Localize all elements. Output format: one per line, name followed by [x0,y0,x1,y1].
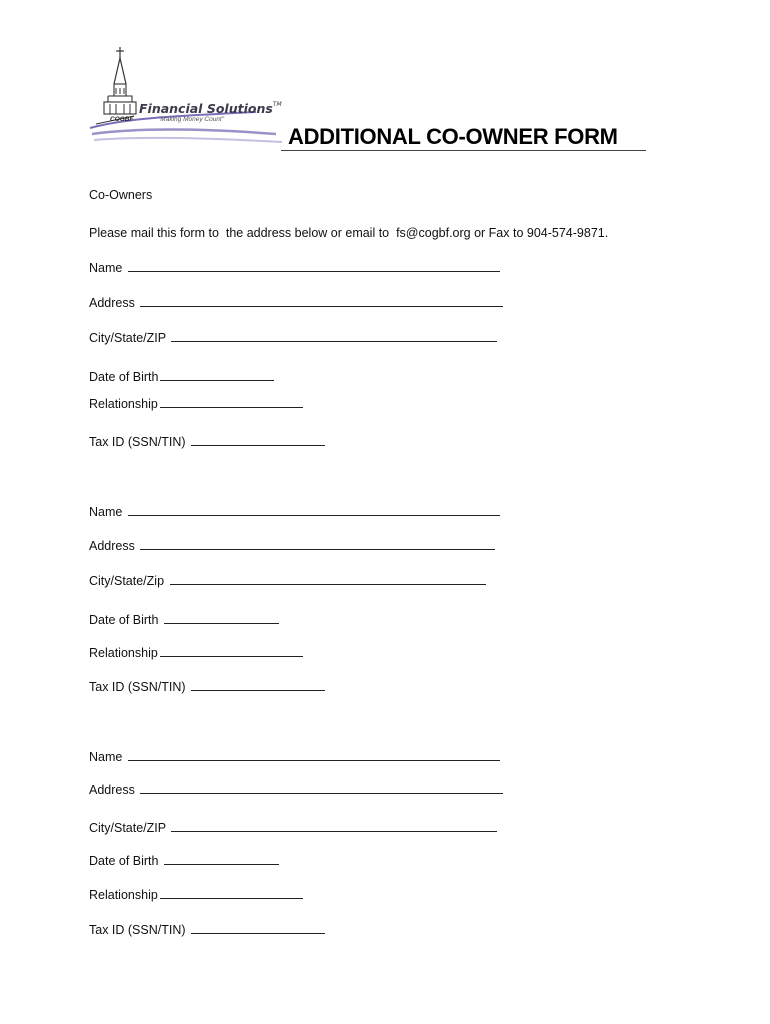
relationship-label: Relationship [89,646,158,660]
logo-brand: Financial Solutions™ [139,101,282,116]
relationship-label: Relationship [89,888,158,902]
tax-id-input-line[interactable] [191,679,325,691]
co-owner-3-name [89,749,500,764]
relationship-input-line[interactable] [160,396,303,408]
relationship-input-line[interactable] [160,645,303,657]
co-owner-2-relationship [89,645,303,660]
name-input-line[interactable] [128,749,500,761]
city-state-zip-input-line[interactable] [170,573,486,585]
co-owner-3-tax-id [89,922,325,937]
name-label: Name [89,505,123,519]
city-state-zip-label: City/State/Zip [89,574,165,588]
name-input-line[interactable] [128,260,500,272]
co-owner-1-name [89,260,500,275]
co-owner-2-tax-id [89,679,325,694]
relationship-label: Relationship [89,397,158,411]
co-owner-2-name [89,504,500,519]
co-owner-2-dob [89,612,279,627]
co-owner-3-dob [89,853,279,868]
name-label: Name [89,261,123,275]
church-logo-icon [86,44,286,154]
address-label: Address [89,296,135,310]
city-state-zip-label: City/State/ZIP [89,331,166,345]
dob-label: Date of Birth [89,370,159,384]
dob-input-line[interactable] [164,612,279,624]
co-owner-2-address [89,538,495,553]
relationship-input-line[interactable] [160,887,303,899]
address-label: Address [89,539,135,553]
instructions-text: Please mail this form to the address below or email to fs@cogbf.org or Fax to 904-574-9871. [89,226,609,240]
name-label: Name [89,750,123,764]
co-owner-1-city-state-zip [89,330,497,345]
co-owner-1-relationship [89,396,303,411]
tax-id-input-line[interactable] [191,922,325,934]
co-owner-1-address [89,295,503,310]
tax-id-label: Tax ID (SSN/TIN) [89,680,186,694]
logo-tagline: "Making Money Count" [158,116,225,123]
co-owner-1-dob [89,369,274,384]
dob-input-line[interactable] [164,853,279,865]
co-owner-2-city-state-zip [89,573,486,588]
city-state-zip-label: City/State/ZIP [89,821,166,835]
tax-id-label: Tax ID (SSN/TIN) [89,435,186,449]
name-input-line[interactable] [128,504,500,516]
dob-label: Date of Birth [89,854,159,868]
city-state-zip-input-line[interactable] [171,820,497,832]
title-underline [281,150,646,151]
dob-label: Date of Birth [89,613,159,627]
co-owner-1-tax-id [89,434,325,449]
co-owner-3-relationship [89,887,303,902]
form-title: ADDITIONAL CO-OWNER FORM [288,124,618,149]
dob-input-line[interactable] [160,369,274,381]
co-owner-3-address [89,782,503,797]
co-owners-heading: Co-Owners [89,188,153,202]
logo-abbreviation: COGBF [110,116,134,123]
address-input-line[interactable] [140,782,503,794]
address-input-line[interactable] [140,538,495,550]
city-state-zip-input-line[interactable] [171,330,497,342]
address-label: Address [89,783,135,797]
co-owner-3-city-state-zip [89,820,497,835]
address-input-line[interactable] [140,295,503,307]
tax-id-label: Tax ID (SSN/TIN) [89,923,186,937]
tax-id-input-line[interactable] [191,434,325,446]
